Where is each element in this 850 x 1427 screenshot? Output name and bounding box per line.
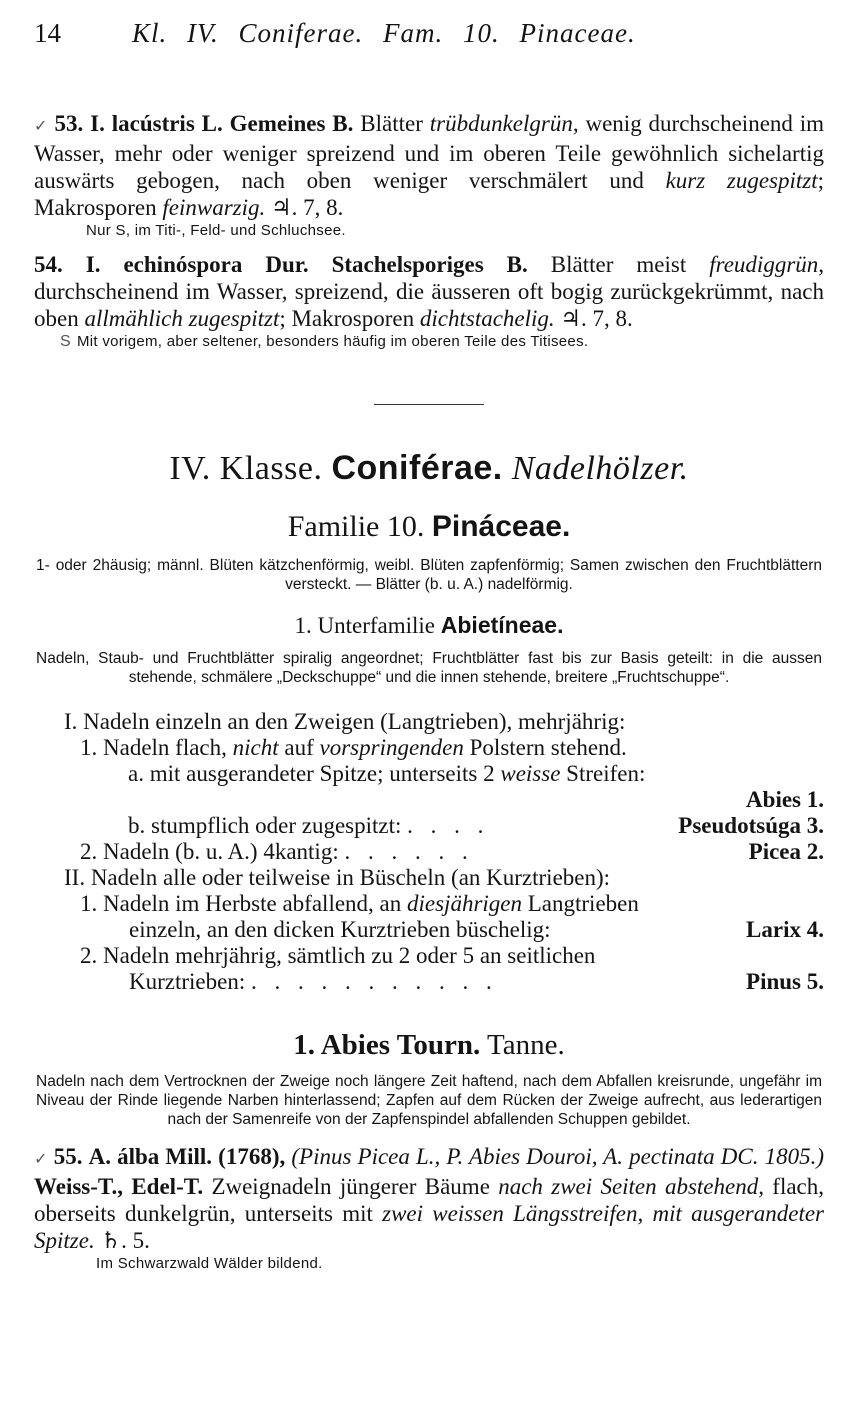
key-result: Picea 2.	[748, 839, 824, 864]
key-row	[34, 787, 824, 813]
species-text-italic: nach zwei Seiten abstehend,	[498, 1174, 764, 1199]
key-row	[34, 891, 824, 917]
subfamily-heading	[34, 612, 824, 639]
key-text-italic: weisse	[500, 761, 561, 786]
class-name: Coniférae.	[331, 449, 503, 487]
book-page	[34, 18, 824, 1274]
species-note	[60, 332, 824, 352]
class-german-name: Nadelhölzer.	[511, 450, 689, 487]
species-common-name: Stachelsporiges B.	[331, 252, 528, 277]
key-result: Pseudotsúga 3.	[678, 813, 824, 838]
identification-key	[34, 709, 824, 995]
key-text-italic: nicht	[232, 735, 279, 760]
key-text: I. Nadeln einzeln an den Zweigen (Langtrieben), mehrjährig:	[64, 709, 626, 734]
section-divider	[374, 404, 484, 405]
species-text: Zweignadeln jüngerer Bäume	[211, 1174, 490, 1199]
key-text: 2. Nadeln mehrjährig, sämtlich zu 2 oder 5 an seitlichen	[80, 943, 596, 968]
key-row	[34, 839, 824, 865]
species-text-italic: allmählich zugespitzt	[84, 306, 280, 331]
key-text: Kurztrieben:	[129, 969, 246, 994]
species-common-name: Gemeines B.	[229, 111, 354, 136]
running-title: Kl. IV. Coniferae. Fam. 10. Pinaceae.	[132, 18, 636, 48]
key-row	[34, 943, 824, 969]
species-text-italic: feinwarzig.	[162, 195, 266, 220]
subfamily-description: Nadeln, Staub- und Fruchtblätter spiralig angeordnet; Fruchtblätter fast bis zur Basis geteilt: in die aussen stehende, schmälere „Deckschuppe“ und die innen stehende, breitere „Fruchtschuppe“.	[36, 650, 822, 686]
species-55	[34, 1143, 824, 1254]
key-result: Abies 1.	[746, 787, 824, 812]
key-text: Polstern stehend.	[469, 735, 627, 760]
species-text: Blätter meist	[550, 252, 687, 277]
species-synonyms: (Pinus Picea L., P. Abies Douroi, A. pectinata DC. 1805.)	[291, 1144, 825, 1169]
species-common-name: Weiss-T., Edel-T.	[34, 1174, 204, 1199]
key-text: II. Nadeln alle oder teilweise in Büscheln (an Kurztrieben):	[64, 865, 611, 890]
genus-description: Nadeln nach dem Vertrocknen der Zweige noch längere Zeit haftend, nach dem Abfallen kreisrunde, ungefähr im Niveau der Rinde liegende Narben hinterlassend; Zapfen auf dem Rücken der Zweige aufrecht, aus lederartigen nach der Samenreife von der Zapfenspindel abfallenden Schuppen gebildet.	[36, 1073, 822, 1128]
species-note-text: Mit vorigem, aber seltener, besonders häufig im oberen Teile des Titisees.	[76, 333, 589, 350]
species-text: flach, oberseits dunkelgrün, unterseits mit	[34, 1174, 824, 1226]
species-flowering: ♄. 5.	[100, 1228, 150, 1253]
key-text: Langtrieben	[527, 891, 639, 916]
key-text: Streifen:	[566, 761, 646, 786]
species-note: Nur S, im Titi-, Feld- und Schluchsee.	[86, 222, 346, 239]
key-result: Pinus 5.	[746, 969, 824, 994]
species-flowering: ♃. 7, 8.	[271, 195, 344, 220]
key-text: 1. Nadeln im Herbste abfallend, an	[80, 891, 402, 916]
leader-dots: . . . . . . . . . . .	[250, 969, 498, 994]
key-text: auf	[284, 735, 314, 760]
family-prefix: Familie 10.	[287, 510, 425, 543]
species-text: ; Makrosporen	[279, 306, 415, 331]
genus-name: 1. Abies Tourn.	[293, 1029, 481, 1061]
genus-heading	[34, 1029, 824, 1062]
key-text: b. stumpflich oder zugespitzt:	[128, 813, 402, 838]
class-heading	[34, 449, 824, 488]
species-text: wenig durchscheinend im Wasser, mehr oder weniger spreizend und im oberen Teile gewöhnlich sichelartig auswärts gebogen, nach oben weniger verschmälert und	[34, 111, 825, 193]
species-name: A. álba Mill. (1768),	[88, 1144, 286, 1169]
species-text-italic: zwei weissen Längsstreifen, mit ausgerandeter Spitze.	[34, 1201, 825, 1253]
species-note: Im Schwarzwald Wälder bildend.	[96, 1255, 323, 1272]
page-number: 14	[34, 18, 61, 48]
key-text: einzeln, an den dicken Kurztrieben büschelig:	[129, 917, 551, 942]
species-name: I. echinóspora Dur.	[85, 252, 309, 277]
family-description: 1- oder 2häusig; männl. Blüten kätzchenförmig, weibl. Blüten zapfenförmig; Samen zwischen den Fruchtblättern versteckt. — Blätter (b. u. A.) nadelförmig.	[36, 557, 822, 593]
key-row	[34, 865, 824, 891]
running-header	[34, 18, 824, 58]
key-row	[34, 969, 824, 995]
species-text-italic: freudiggrün,	[709, 252, 825, 277]
subfamily-name: Abietíneae.	[440, 612, 564, 638]
key-text: a. mit ausgerandeter Spitze; unterseits 2	[128, 761, 495, 786]
key-text-italic: diesjährigen	[407, 891, 522, 916]
subfamily-prefix: 1. Unterfamilie	[294, 613, 436, 638]
check-mark-icon: ✓	[34, 118, 49, 135]
key-row	[34, 761, 824, 787]
key-result: Larix 4.	[746, 917, 824, 942]
species-text-italic: dichtstachelig.	[419, 306, 555, 331]
genus-common-name: Tanne.	[487, 1029, 565, 1061]
family-name: Pináceae.	[431, 510, 571, 543]
species-flowering: ♃. 7, 8.	[560, 306, 633, 331]
leader-dots: . . . .	[407, 813, 490, 838]
key-text: 2. Nadeln (b. u. A.) 4kantig:	[80, 839, 339, 864]
class-prefix: IV. Klasse.	[169, 450, 323, 487]
species-number: 55.	[53, 1144, 83, 1169]
key-row	[34, 813, 824, 839]
leader-dots: . . . . . .	[344, 839, 474, 864]
species-name: I. lacústris L.	[90, 111, 223, 136]
species-number: 53.	[54, 111, 84, 136]
key-text: 1. Nadeln flach,	[80, 735, 227, 760]
species-text-italic: kurz zugespitzt	[665, 168, 818, 193]
species-54	[34, 251, 824, 332]
key-row	[34, 735, 824, 761]
species-text: durchscheinend im Wasser, spreizend, die äusseren oft bogig zurückgekrümmt, nach oben	[34, 279, 824, 331]
note-mark: S	[60, 333, 71, 350]
key-row	[34, 917, 824, 943]
species-text-italic: trübdunkelgrün,	[429, 111, 579, 136]
key-text-italic: vorspringenden	[319, 735, 464, 760]
species-53	[34, 110, 824, 221]
species-text: ; Makrosporen	[34, 168, 825, 220]
key-row	[34, 709, 824, 735]
species-text: Blätter	[360, 111, 423, 136]
check-mark-icon: ✓	[34, 1151, 48, 1168]
species-number: 54.	[34, 252, 63, 277]
family-heading	[34, 510, 824, 544]
